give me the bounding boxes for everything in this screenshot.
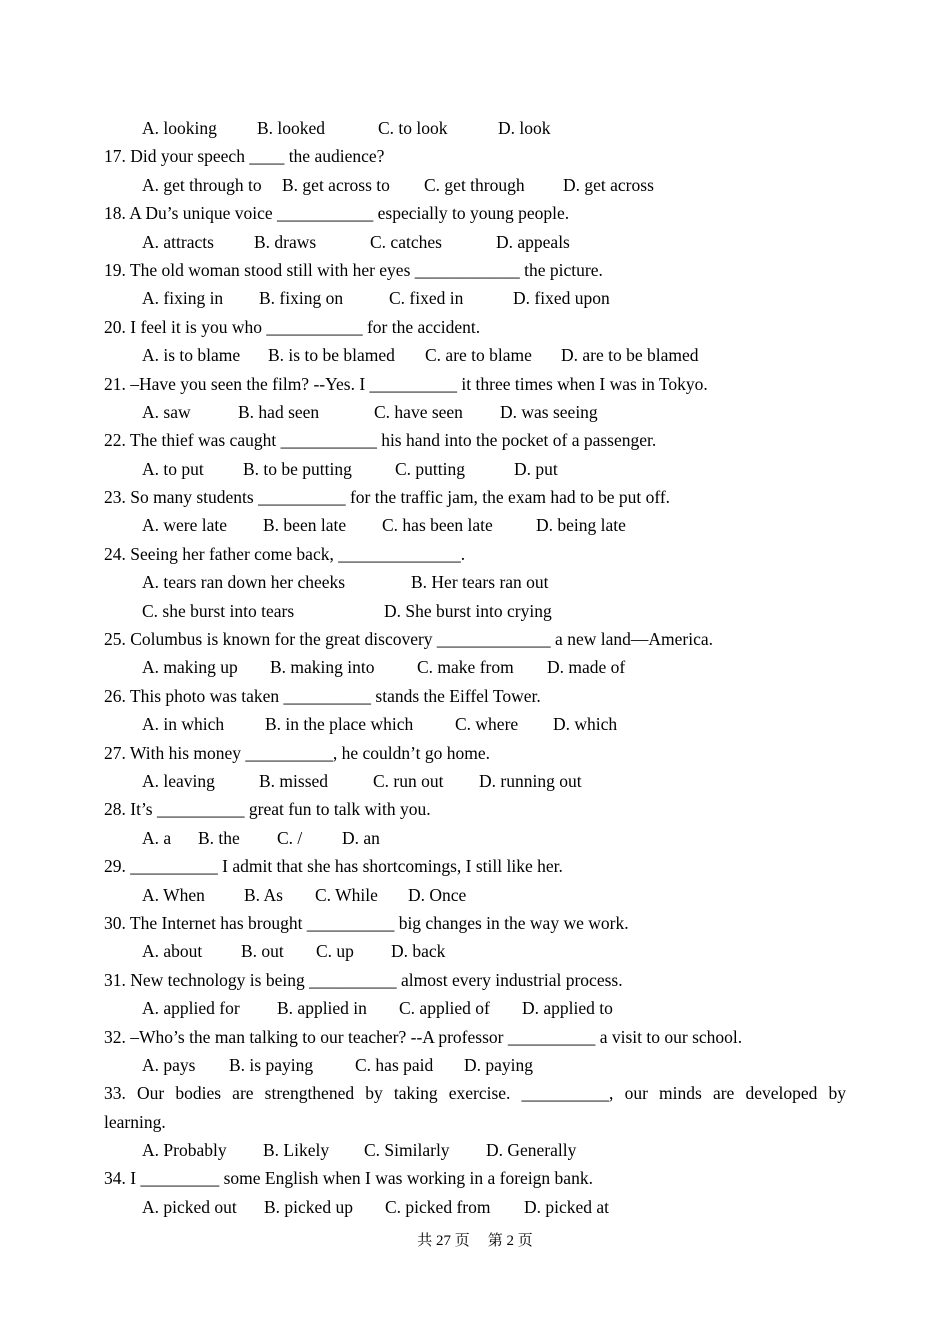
option-a: A. When [142, 884, 205, 905]
option-d: D. put [514, 458, 558, 479]
option-c: C. fixed in [389, 288, 464, 309]
option-c: C. putting [395, 458, 466, 479]
options-row-24b [104, 597, 846, 625]
option-c: C. are to blame [425, 345, 532, 366]
question-30: 30. The Internet has brought __________ big changes in the way we work. [104, 912, 629, 933]
option-d: D. appeals [496, 231, 570, 252]
option-c: C. get through [424, 174, 525, 195]
options-row-17 [104, 171, 846, 199]
option-c: C. picked from [385, 1196, 491, 1217]
options-row-21 [104, 398, 846, 426]
options-row-26 [104, 710, 846, 738]
option-b: B. As [244, 884, 283, 905]
options-row-31 [104, 994, 846, 1022]
option-d: D. fixed upon [513, 288, 610, 309]
question-25: 25. Columbus is known for the great discovery _____________ a new land—America. [104, 629, 713, 650]
question-17: 17. Did your speech ____ the audience? [104, 146, 385, 167]
option-b: B. is paying [229, 1054, 314, 1075]
option-c: C. she burst into tears [142, 600, 295, 621]
question-21: 21. –Have you seen the film? --Yes. I __________ it three times when I was in Tokyo. [104, 373, 708, 394]
option-b: B. picked up [264, 1196, 353, 1217]
option-a: A. picked out [142, 1196, 237, 1217]
question-24: 24. Seeing her father come back, ______________. [104, 543, 466, 564]
option-d: D. She burst into crying [384, 600, 552, 621]
option-c: C. to look [378, 118, 448, 138]
question-20: 20. I feel it is you who ___________ for the accident. [104, 316, 481, 337]
options-row-20 [104, 341, 846, 369]
options-row-19 [104, 284, 846, 312]
question-29: 29. __________ I admit that she has shortcomings, I still like her. [104, 856, 563, 877]
question-23: 23. So many students __________ for the traffic jam, the exam had to be put off. [104, 487, 671, 508]
option-c: C. have seen [374, 401, 463, 422]
option-a: A. get through to [142, 174, 262, 195]
options-row-16 [104, 114, 846, 142]
option-a: A. attracts [142, 231, 214, 252]
option-b: B. the [198, 827, 240, 848]
option-b: B. out [241, 941, 284, 962]
question-list [104, 114, 846, 1221]
option-b: B. been late [263, 515, 347, 536]
option-b: B. in the place which [265, 714, 414, 735]
question-33: 33. Our bodies are strengthened by taking exercise. __________, our minds are developed by [104, 1083, 846, 1104]
option-a: A. is to blame [142, 345, 241, 366]
option-d: D. was seeing [500, 401, 598, 422]
question-31: 31. New technology is being __________ almost every industrial process. [104, 969, 623, 990]
option-a: A. saw [142, 401, 191, 422]
option-a: A. about [142, 941, 203, 962]
option-d: D. running out [479, 770, 582, 791]
option-b: B. applied in [277, 998, 367, 1019]
option-c: C. catches [370, 231, 442, 252]
options-row-24a [104, 568, 846, 596]
option-b: B. draws [254, 231, 317, 252]
option-d: D. picked at [524, 1196, 610, 1217]
option-d: D. get across [563, 174, 654, 195]
options-row-28 [104, 824, 846, 852]
options-row-23 [104, 511, 846, 539]
option-c: C. run out [373, 770, 444, 791]
option-a: A. tears ran down her cheeks [142, 572, 346, 593]
option-a: A. a [142, 827, 172, 848]
option-c: C. where [455, 714, 519, 735]
option-d: D. applied to [522, 998, 613, 1019]
question-32: 32. –Who’s the man talking to our teacher? --A professor __________ a visit to our school. [104, 1026, 743, 1047]
option-c: C. has been late [382, 515, 493, 536]
option-a: A. making up [142, 657, 238, 678]
option-a: A. applied for [142, 998, 240, 1019]
question-18: 18. A Du’s unique voice ___________ especially to young people. [104, 203, 570, 224]
options-row-25 [104, 653, 846, 681]
option-d: D. back [391, 941, 446, 962]
option-c: C. / [277, 827, 303, 848]
options-row-32 [104, 1051, 846, 1079]
option-d: D. an [342, 827, 380, 848]
options-row-33 [104, 1136, 846, 1164]
option-c: C. Similarly [364, 1140, 450, 1161]
option-a: A. leaving [142, 770, 215, 791]
option-b: B. is to be blamed [268, 345, 395, 366]
option-c: C. up [316, 941, 354, 962]
option-b: B. get across to [282, 174, 390, 195]
option-d: D. look [498, 118, 551, 138]
question-26: 26. This photo was taken __________ stands the Eiffel Tower. [104, 685, 541, 706]
options-row-27 [104, 767, 846, 795]
option-a: A. Probably [142, 1140, 227, 1161]
options-row-34 [104, 1193, 846, 1221]
option-b: B. Likely [263, 1140, 330, 1161]
option-d: D. made of [547, 657, 626, 678]
option-d: D. Once [408, 884, 467, 905]
option-b: B. making into [270, 657, 375, 678]
question-19: 19. The old woman stood still with her eyes ____________ the picture. [104, 259, 603, 280]
question-22: 22. The thief was caught ___________ his hand into the pocket of a passenger. [104, 430, 657, 451]
question-28: 28. It’s __________ great fun to talk with you. [104, 799, 431, 820]
option-b: B. fixing on [259, 288, 344, 309]
option-c: C. has paid [355, 1054, 434, 1075]
option-d: D. paying [464, 1054, 534, 1075]
option-b: B. Her tears ran out [411, 572, 549, 593]
option-a: A. in which [142, 714, 225, 735]
option-a: A. pays [142, 1054, 196, 1075]
page-footer [0, 1229, 950, 1253]
option-a: A. looking [142, 118, 217, 138]
total-pages: 共 27 页 [417, 1233, 470, 1249]
option-d: D. Generally [486, 1140, 577, 1161]
options-row-29 [104, 881, 846, 909]
option-b: B. looked [257, 118, 326, 138]
question-33-continued: learning. [104, 1111, 166, 1132]
option-a: A. were late [142, 515, 228, 536]
current-page: 第 2 页 [487, 1233, 533, 1249]
options-row-22 [104, 455, 846, 483]
options-row-18 [104, 228, 846, 256]
option-d: D. being late [536, 515, 626, 536]
option-d: D. are to be blamed [561, 345, 699, 366]
question-27: 27. With his money __________, he couldn’t go home. [104, 742, 491, 763]
option-c: C. While [315, 884, 378, 905]
option-c: C. applied of [399, 998, 490, 1019]
option-a: A. fixing in [142, 288, 224, 309]
option-b: B. to be putting [243, 458, 352, 479]
option-c: C. make from [417, 657, 514, 678]
option-b: B. missed [259, 770, 329, 791]
option-b: B. had seen [238, 401, 320, 422]
question-34: 34. I _________ some English when I was working in a foreign bank. [104, 1168, 593, 1189]
option-d: D. which [553, 714, 618, 735]
options-row-30 [104, 937, 846, 965]
option-a: A. to put [142, 458, 204, 479]
